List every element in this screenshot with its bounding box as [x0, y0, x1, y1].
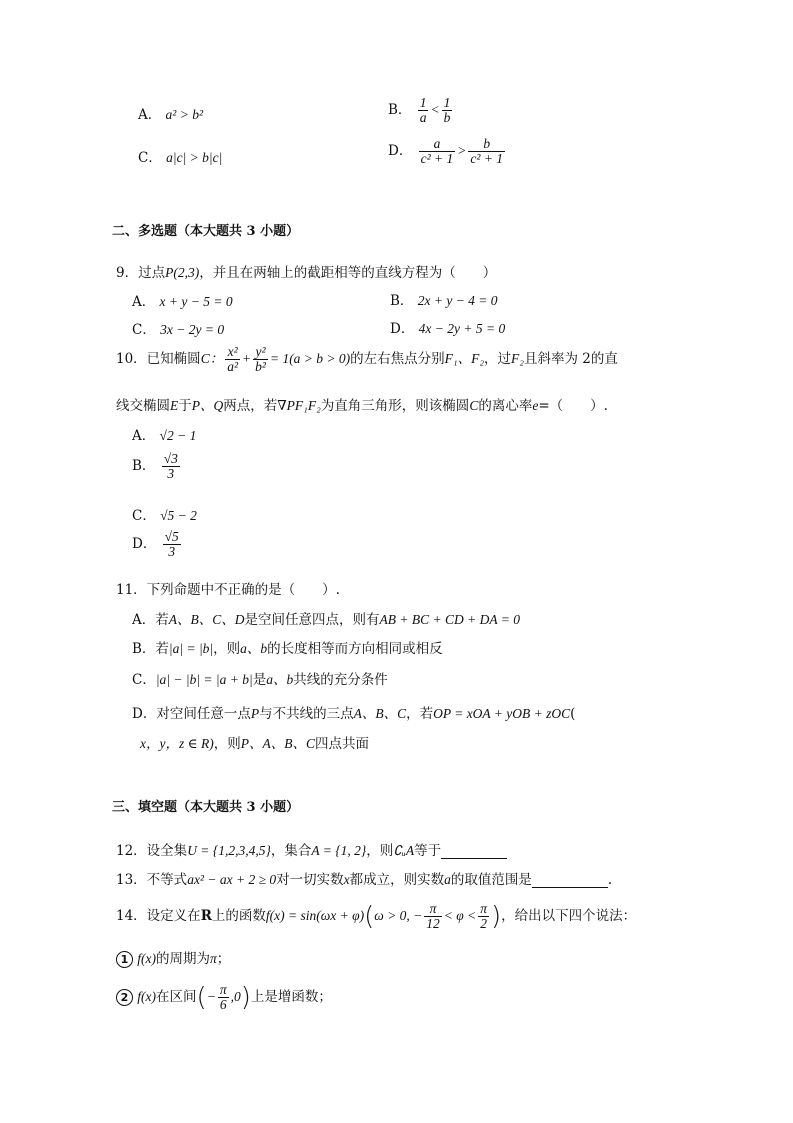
q8-option-d: D． $\frac{a}{\text{c² + 1}}$ > $\frac{b}{\text{c² + 1}}$	[388, 136, 504, 167]
question-13: 13．不等式ax² − ax + 2 ≥ 0对一切实数x都成立，则实数a的取值范围是 .	[116, 872, 613, 888]
fraction: $\frac{\text{x²}}{\text{a²}}$	[227, 344, 239, 375]
circled-number: 2	[116, 989, 133, 1006]
answer-blank[interactable]	[441, 844, 507, 859]
fraction: $\frac{\pi}{2}$	[480, 901, 488, 932]
question-14: 14．设定义在R上的函数f(x) = sin(ωx + φ)(ω > 0, − $\frac{\pi}{12}$ < φ < $\frac{\pi}{2}$ )，给出以下四个说法：	[116, 901, 637, 932]
fraction: $\frac{√5}{3}$	[164, 529, 179, 560]
q11-option-d: D．对空间任意一点P与不共线的三点A、B、C，若OP = xOA + yOB + zOC(	[132, 706, 576, 722]
option-expr: a² > b²	[165, 107, 204, 122]
q10-option-b: B． $\frac{√3}{3}$	[132, 451, 178, 482]
q10-option-a: A． √2 − 1	[132, 428, 197, 444]
q9-option-c: C． 3x − 2y = 0	[132, 322, 225, 338]
section-heading: 三、填空题（本大题共 3 小题）	[112, 800, 300, 815]
option-label: C．	[138, 150, 162, 166]
q10-option-d: D． $\frac{√5}{3}$	[132, 529, 179, 560]
fraction: $\frac{\pi}{12}$	[426, 901, 440, 932]
fraction: $\frac{a}{\text{c² + 1}}$	[420, 136, 454, 167]
q11-option-a: A．若A、B、C、D是空间任意四点，则有AB + BC + CD + DA = 0	[132, 612, 520, 628]
section-heading: 二、多选题（本大题共 3 小题）	[112, 224, 300, 239]
fraction: $\frac{\text{y²}}{\text{b²}}$	[255, 344, 266, 375]
question-9-stem: 9．过点P(2,3)，并且在两轴上的截距相等的直线方程为（ ）	[116, 265, 497, 281]
q14-statement-2: 2 f(x)在区间(− $\frac{\pi}{6}$ ,0)上是增函数；	[116, 983, 332, 1012]
answer-blank[interactable]	[532, 873, 608, 888]
q9-option-b: B． 2x + y − 4 = 0	[390, 293, 498, 309]
q10-option-c: C． √5 − 2	[132, 508, 197, 524]
q9-option-d: D． 4x − 2y + 5 = 0	[390, 321, 506, 337]
question-10-line1: 10．已知椭圆C： $\frac{\text{x²}}{\text{a²}}$ + $\frac{\text{y²}}{\text{b²}}$ = 1(a > b > 0)的左右焦点分别F₁、F₂，过F₂且斜率为 2的直	[116, 344, 618, 375]
fraction: $\frac{\pi}{6}$	[219, 982, 227, 1013]
option-expr: a|c| > b|c|	[166, 150, 223, 165]
q8-option-b: B． $\frac{1}{a}$ < $\frac{1}{b}$	[388, 95, 451, 126]
q14-statement-1: 1 f(x)的周期为π；	[116, 947, 230, 968]
fraction: $\frac{b}{\text{c² + 1}}$	[470, 136, 504, 167]
question-12: 12．设全集U = {1,2,3,4,5}，集合A = {1, 2}，则∁ᵤA等于	[116, 839, 507, 859]
q9-option-a: A． x + y − 5 = 0	[132, 294, 233, 310]
q11-option-c: C．|a| − |b| = |a + b|是a、b共线的充分条件	[132, 672, 388, 688]
option-label: D．	[388, 143, 413, 160]
option-label: B．	[388, 102, 412, 119]
option-label: A．	[138, 107, 162, 123]
q8-option-c	[138, 146, 222, 166]
fraction: $\frac{1}{a}$	[419, 95, 427, 126]
question-10-line2: 线交椭圆E于P、Q两点，若∇PF₁F₂为直角三角形，则该椭圆C的离心率e=（ ）.	[116, 398, 608, 414]
q8-option-a	[138, 103, 203, 123]
question-11-stem: 11．下列命题中不正确的是（ ）.	[116, 582, 340, 598]
q11-option-d-line2: x，y，z ∈ R)，则P、A、B、C四点共面	[140, 736, 369, 752]
q11-option-b: B．若|a| = |b|，则a、b的长度相等而方向相同或相反	[132, 641, 443, 657]
fraction: $\frac{1}{b}$	[443, 95, 451, 126]
fraction: $\frac{√3}{3}$	[163, 451, 178, 482]
circled-number: 1	[116, 951, 133, 968]
